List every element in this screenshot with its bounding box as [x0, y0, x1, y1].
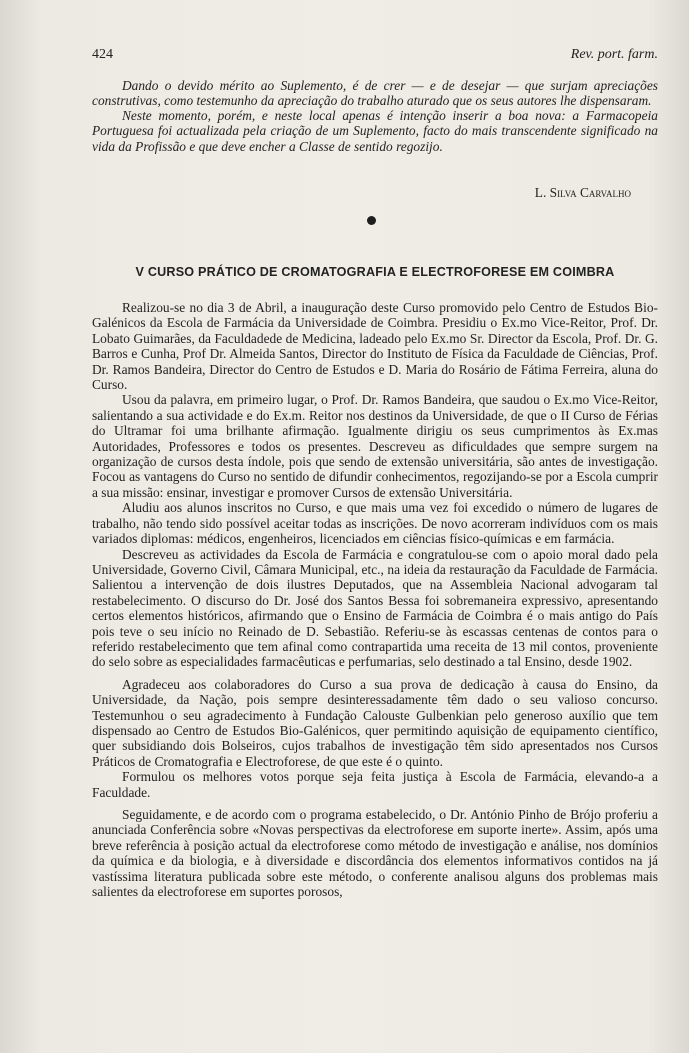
page-header [92, 47, 658, 67]
journal-title: Rev. port. farm. [570, 47, 658, 62]
signature: L. Silva Carvalho [534, 185, 631, 200]
body-paragraph: Descreveu as actividades da Escola de Farmácia e congratulou-se com o apoio moral dado pela Universidade, Governo Civil, Câmara Municipal, etc., na ideia da restauração da Faculdade de Farmácia. Salientou a intervenção de dois ilustres Deputados, que na Assembleia Nacional advogaram tal restabelecimento. O discurso do Dr. José dos Santos Bessa foi sobremaneira expressivo, apresentando certos elementos históricos, afirmando que o Ensino de Farmácia de Coimbra é o mais antigo do País pois teve o seu início no Reinado de D. Sebastião. Referiu-se às escassas centenas de contos para o referido restabelecimento que tem afinal como contrapartida uma receita de 13 mil contos, proveniente do selo sobre as especialidades farmacêuticas e perfumarias, selo destinado a tal Ensino, desde 1902. [92, 546, 658, 670]
section-separator-bullet [367, 216, 376, 225]
article-body [92, 300, 658, 899]
body-paragraph: Aludiu aos alunos inscritos no Curso, e que mais uma vez foi excedido o número de lugares de trabalho, não tendo sido possível aceitar todas as inscrições. De novo acorreram indivíduos com os mais variados diplomas: médicos, engenheiros, licenciados em ciências físico-químicas e em farmácia. [92, 500, 658, 547]
body-paragraph: Agradeceu aos colaboradores do Curso a sua prova de dedicação à causa do Ensino, da Universidade, da Nação, pois sempre desinteressadamente têm dado o seu valioso concurso. Testemunhou o seu agradecimento à Fundação Calouste Gulbenkian pelo generoso auxílio que tem dispensado ao Centro de Estudos Bio-Galénicos, quer permitindo aquisição de equipamento científico, quer subsidiando dois Bolseiros, cujos trabalhos de investigação têm sido apresentados nos Cursos Práticos de Cromatografia e Electroforese, de que este é o quinto. [92, 676, 658, 769]
article-title: V CURSO PRÁTICO DE CROMATOGRAFIA E ELECTROFORESE EM COIMBRA [135, 265, 615, 279]
page-number: 424 [92, 47, 113, 62]
body-paragraph: Seguidamente, e de acordo com o programa estabelecido, o Dr. António Pinho de Brójo proferiu a anunciada Conferência sobre «Novas perspectivas da electroforese em suporte inerte». Assim, após uma breve referência à posição actual da electroforese como método de investigação e análise, nos domínios da química e da biologia, e à diversidade e discordância dos elementos informativos contidos na já vastíssima literatura publicada sobre este método, o conferente analisou alguns dos problemas mais salientes da electroforese em suportes porosos, [92, 807, 658, 900]
intro-paragraph: Neste momento, porém, e neste local apenas é intenção inserir a boa nova: a Farmacopeia Portuguesa foi actualizada pela criação de um Suplemento, facto do mais transcendente significado na vida da Profissão e que deve encher a Classe de sentido regozijo. [92, 108, 658, 154]
intro-paragraph: Dando o devido mérito ao Suplemento, é de crer — e de desejar — que surjam apreciações construtivas, como testemunho da apreciação do trabalho aturado que os seus autores lhe dispensaram. [92, 78, 658, 109]
body-paragraph: Usou da palavra, em primeiro lugar, o Prof. Dr. Ramos Bandeira, que saudou o Ex.mo Vice-Reitor, salientando a sua actividade e do Ex.m. Reitor nos destinos da Universidade, de que o II Curso de Férias do Ultramar foi uma brilhante afirmação. Igualmente dirigiu os seus cumprimentos às Ex.mas Autoridades, Professores e todos os presentes. Descreveu as dificuldades que sempre surgem na organização de cursos desta índole, pois que sendo de extensão universitária, são antes de investigação. Focou as vantagens do Curso no sentido de difundir conhecimentos, regozijando-se por a Escola cumprir a sua missão: ensinar, investigar e promover Cursos de extensão Universitária. [92, 392, 658, 500]
body-paragraph: Realizou-se no dia 3 de Abril, a inauguração deste Curso promovido pelo Centro de Estudos Bio-Galénicos da Escola de Farmácia da Universidade de Coimbra. Presidiu o Ex.mo Vice-Reitor, Prof. Dr. Lobato Guimarães, da Faculdadede de Medicina, ladeado pelo Ex.mo Sr. Director da Escola, Prof. Dr. G. Barros e Cunha, Prof Dr. Almeida Santos, Director do Instituto de Física da Faculdade de Ciências, Prof. Dr. Ramos Bandeira, Director do Centro de Estudos e D. Maria do Rosário de Fátima Ferreira, aluna do Curso. [92, 300, 658, 393]
intro-text [92, 78, 658, 154]
body-paragraph: Formulou os melhores votos porque seja feita justiça à Escola de Farmácia, elevando-a a Faculdade. [92, 769, 658, 800]
